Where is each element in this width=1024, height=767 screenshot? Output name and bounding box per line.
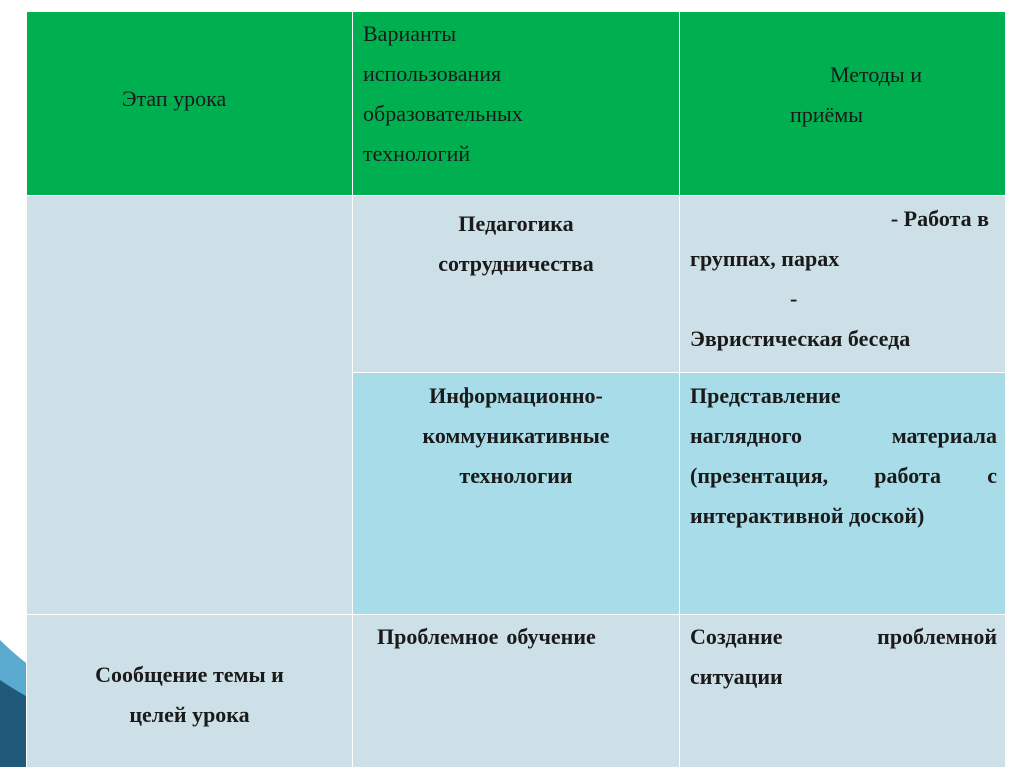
methods-line: Представление (690, 383, 841, 408)
technology-cell (353, 615, 680, 767)
technology-word: обучение (506, 624, 596, 649)
methods-line: ситуации (690, 664, 783, 689)
methods-line: (презентация, работа с (690, 463, 997, 488)
methods-line: - Работа в (890, 206, 989, 231)
header-methods-line: приёмы (790, 101, 864, 127)
header-methods-line: Методы и (830, 61, 922, 87)
technology-word: Проблемное (377, 624, 499, 649)
stage-cell-empty (27, 196, 353, 615)
methods-cell (680, 373, 1006, 615)
methods-line: Создание проблемной (690, 624, 997, 649)
table-row (27, 615, 1006, 767)
header-stage-cell (27, 12, 353, 196)
table-row (27, 196, 1006, 373)
methods-line: наглядного материала (690, 423, 997, 448)
header-variants-line: использования (363, 61, 502, 86)
header-variants-line: технологий (363, 141, 471, 166)
methods-line: Эвристическая беседа (690, 326, 911, 351)
technology-line: технологии (459, 463, 573, 488)
technology-line: Информационно- (429, 383, 603, 408)
header-variants-cell (353, 12, 680, 196)
methods-line: группах, парах (690, 246, 840, 271)
technology-line: коммуникативные (422, 423, 610, 448)
methods-cell (680, 615, 1006, 767)
lesson-table (26, 11, 1006, 767)
methods-cell (680, 196, 1006, 373)
header-methods-cell (680, 12, 1006, 196)
methods-line: - (790, 286, 798, 311)
technology-line: сотрудничества (438, 251, 594, 276)
header-variants-line: образовательных (363, 101, 523, 126)
technology-cell (353, 196, 680, 373)
stage-line: Сообщение темы и (95, 662, 284, 687)
header-variants-line: Варианты (363, 21, 457, 46)
stage-cell (27, 615, 353, 767)
technology-line: Педагогика (458, 211, 574, 236)
technology-cell (353, 373, 680, 615)
stage-line: целей урока (129, 702, 250, 727)
table-header-row (27, 12, 1006, 196)
header-stage-label: Этап урока (122, 85, 227, 111)
methods-line: интерактивной доской) (690, 503, 925, 528)
